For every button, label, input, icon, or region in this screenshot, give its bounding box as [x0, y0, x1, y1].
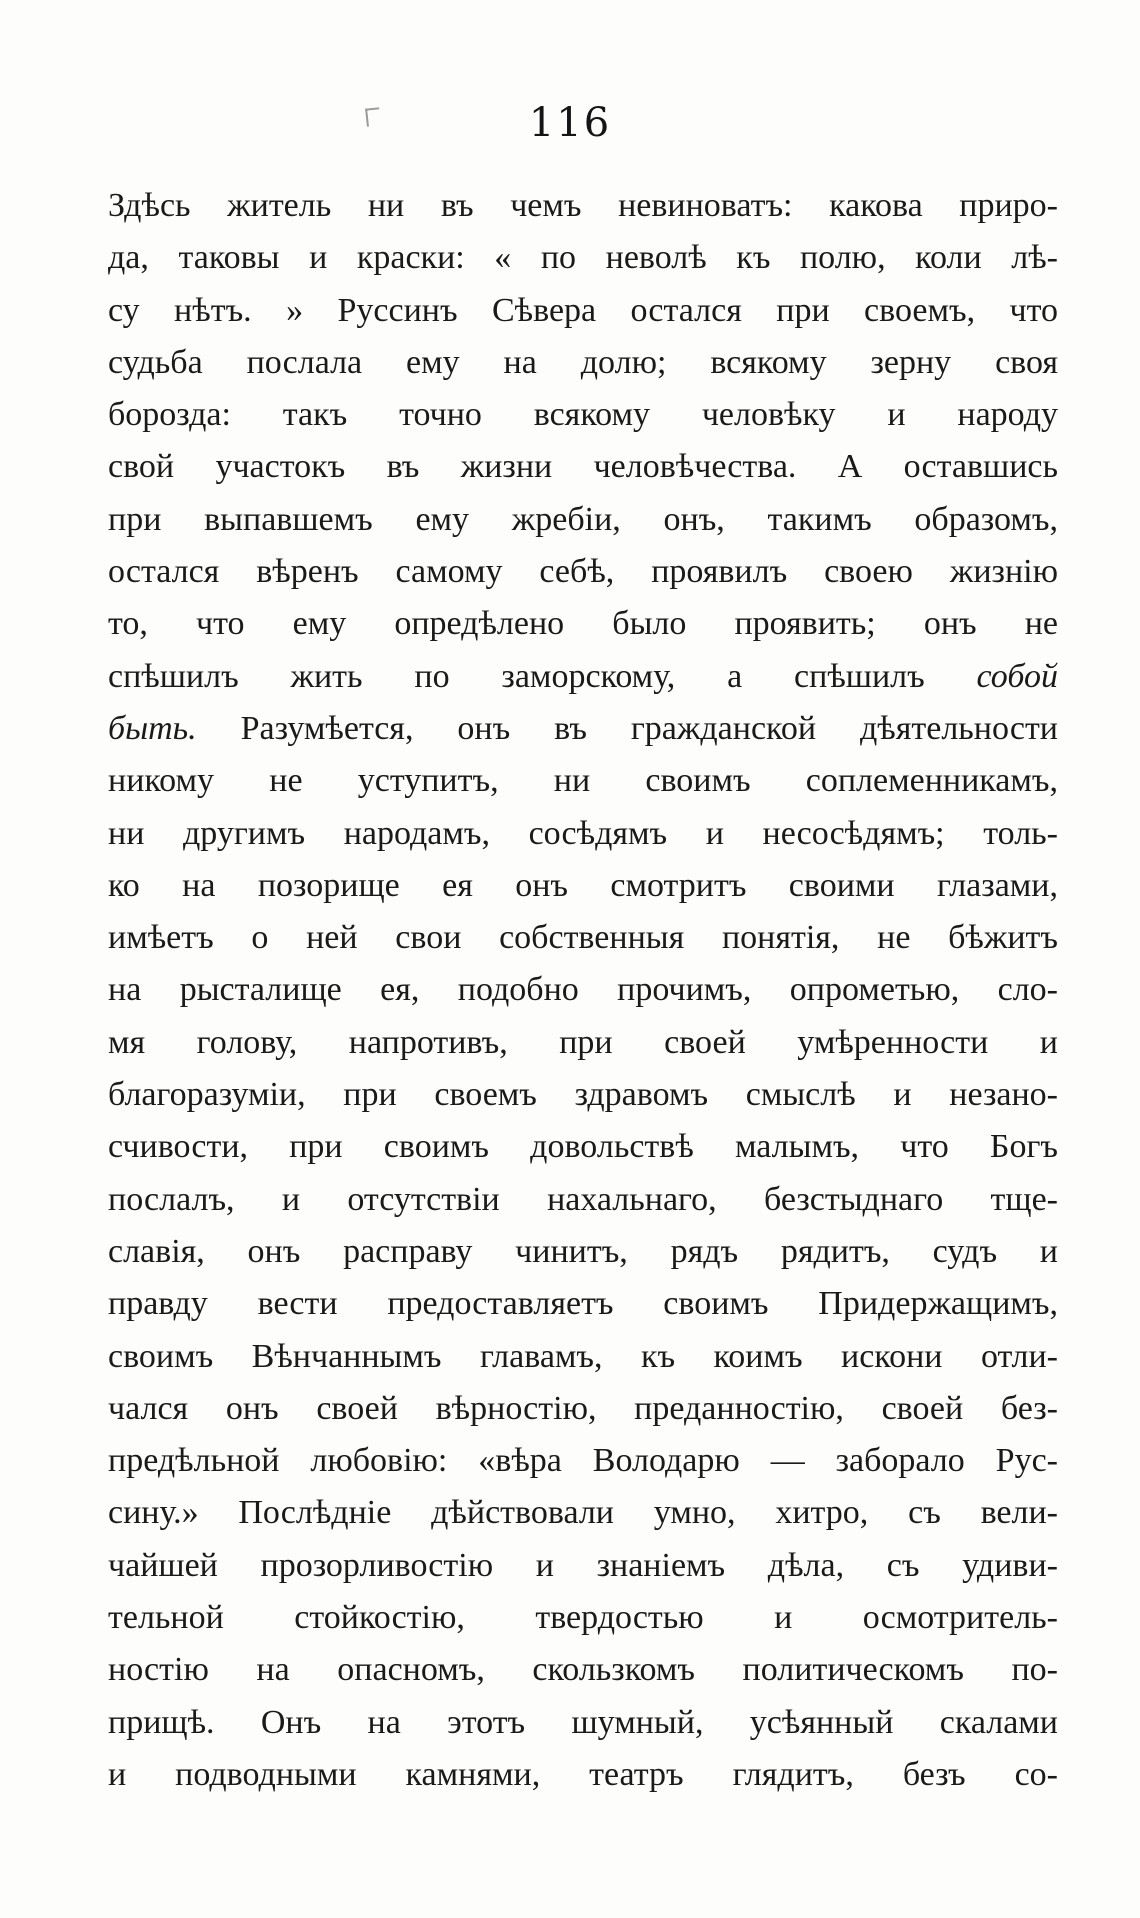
text-line: су нѣтъ. » Руссинъ Сѣвера остался при своемъ, что: [108, 291, 1058, 329]
text-line: имѣетъ о ней свои собственныя понятія, не бѣжитъ: [108, 919, 1058, 957]
text-line: [108, 703, 1058, 755]
italic-phrase: собой: [976, 657, 1058, 695]
text-line: ко на позорище ея онъ смотритъ своими глазами,: [108, 866, 1058, 904]
text-line: правду вести предоставляетъ своимъ Придержащимъ,: [108, 1285, 1058, 1323]
text-line: судьба послала ему на долю; всякому зерну своя: [108, 343, 1058, 381]
text-line: благоразуміи, при своемъ здравомъ смыслѣ и незано-: [108, 1076, 1058, 1114]
text-line: то, что ему опредѣлено было проявить; онъ не: [108, 605, 1058, 643]
page-number: 116: [528, 100, 612, 146]
text-line: своимъ Вѣнчаннымъ главамъ, къ коимъ искони отли-: [108, 1337, 1058, 1375]
italic-word: быть.: [108, 709, 197, 747]
text-line: счивости, при своимъ довольствѣ малымъ, что Богъ: [108, 1128, 1058, 1166]
text-line: прищѣ. Онъ на этотъ шумный, усѣянный скалами: [108, 1703, 1058, 1741]
text-line: никому не уступитъ, ни своимъ соплеменникамъ,: [108, 762, 1058, 800]
text-line: послалъ, и отсутствіи нахальнаго, безстыднаго тще-: [108, 1180, 1058, 1218]
page-body-text: [108, 180, 1058, 1801]
text-line: чался онъ своей вѣрностію, преданностію, своей без-: [108, 1389, 1058, 1427]
text-line: и подводными камнями, театръ глядитъ, безъ со-: [108, 1755, 1058, 1793]
text-line: сину.» Послѣдніе дѣйствовали умно, хитро, съ вели-: [108, 1494, 1058, 1532]
text-line: тельной стойкостію, твердостью и осмотритель-: [108, 1599, 1058, 1637]
text-line: чайшей прозорливостію и знаніемъ дѣла, съ удиви-: [108, 1546, 1058, 1584]
text-line: ни другимъ народамъ, сосѣдямъ и несосѣдямъ; толь-: [108, 814, 1058, 852]
text-segment: Разумѣется, онъ въ гражданской дѣятельности: [240, 709, 1058, 747]
text-line: ностію на опасномъ, скользкомъ политическомъ по-: [108, 1651, 1058, 1689]
text-line: славія, онъ расправу чинитъ, рядъ рядитъ, судъ и: [108, 1232, 1058, 1270]
text-line: остался вѣренъ самому себѣ, проявилъ своею жизнію: [108, 553, 1058, 591]
text-line: при выпавшемъ ему жребіи, онъ, такимъ образомъ,: [108, 500, 1058, 538]
text-line: на рысталище ея, подобно прочимъ, опрометью, сло-: [108, 971, 1058, 1009]
text-line: Здѣсь житель ни въ чемъ невиноватъ: какова приро-: [108, 187, 1058, 224]
text-line: предѣльной любовію: «вѣра Володарю — заборало Рус-: [108, 1442, 1058, 1480]
text-line: борозда: такъ точно всякому человѣку и народу: [108, 396, 1058, 434]
text-line: да, таковы и краски: « по неволѣ къ полю, коли лѣ-: [108, 239, 1058, 277]
text-line: свой участокъ въ жизни человѣчества. А оставшись: [108, 448, 1058, 486]
text-line: мя голову, напротивъ, при своей умѣренности и: [108, 1023, 1058, 1061]
text-segment: спѣшилъ жить по заморскому, а спѣшилъ: [108, 657, 925, 695]
text-line: [108, 651, 1058, 703]
